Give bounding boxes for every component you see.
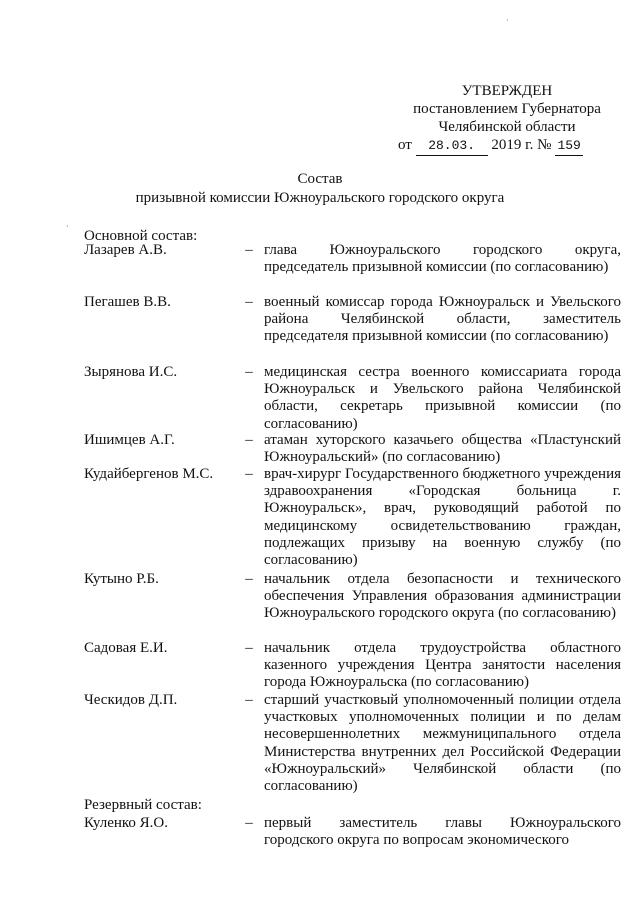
approval-date-line	[392, 136, 622, 156]
member-dash: –	[245, 242, 253, 258]
member-name: Лазарев А.В.	[84, 242, 167, 258]
title-line-1: Состав	[297, 171, 343, 187]
member-role: врач-хирург Государственного бюджетного учреждения здравоохранения «Городская больница г. Южноуральск», врач, руководящий работой по медицинскому освидетельствованию граждан, подлежащих призыву на военную службу (по согласованию)	[264, 466, 621, 569]
member-dash: –	[245, 432, 253, 448]
member-name: Пегашев В.В.	[84, 294, 171, 310]
approval-year: 2019 г. №	[491, 137, 552, 153]
member-role: начальник отдела безопасности и технического обеспечения Управления образования администрации Южноуральского городского округа (по согласованию)	[264, 571, 621, 622]
member-role: старший участковый уполномоченный полиции отдела участковых уполномоченных полиции и по делам несовершеннолетних межмуниципального отдела Министерства внутренних дел Российской Федерации «Южноуральский» Челябинской области (по согласованию)	[264, 692, 621, 795]
member-role: первый заместитель главы Южноуральского городского округа по вопросам экономического	[264, 815, 621, 849]
member-dash: –	[245, 640, 253, 656]
approval-line-2: Челябинской области	[438, 119, 576, 135]
scan-speck: ·	[506, 16, 509, 25]
approval-heading: УТВЕРЖДЕН	[461, 83, 553, 99]
member-name: Садовая Е.И.	[84, 640, 168, 656]
member-role: глава Южноуральского городского округа, председатель призывной комиссии (по согласованию)	[264, 242, 621, 276]
date-prefix: от	[398, 137, 412, 153]
main-section-label: Основной состав:	[84, 228, 198, 244]
approval-number: 159	[555, 137, 583, 156]
member-role: медицинская сестра военного комиссариата города Южноуральск и Увельского района Челябинской области, секретарь призывной комиссии (по согласованию)	[264, 364, 621, 432]
member-role: атаман хуторского казачьего общества «Пластунский Южноуральский» (по согласованию)	[264, 432, 621, 466]
member-name: Кудайбергенов М.С.	[84, 466, 214, 482]
member-dash: –	[245, 294, 253, 310]
member-dash: –	[245, 364, 253, 380]
member-name: Ишимцев А.Г.	[84, 432, 175, 448]
reserve-section-label: Резервный состав:	[84, 797, 202, 813]
member-dash: –	[245, 466, 253, 482]
approval-stamp	[392, 82, 622, 156]
member-dash: –	[245, 571, 253, 587]
member-name: Кутыно Р.Б.	[84, 571, 159, 587]
member-name: Ческидов Д.П.	[84, 692, 178, 708]
scan-speck: ·	[66, 222, 69, 231]
member-dash: –	[245, 815, 253, 831]
member-role: начальник отдела трудоустройства областного казенного учреждения Центра занятости населения города Южноуральска (по согласованию)	[264, 640, 621, 691]
approval-line-1: постановлением Губернатора	[413, 101, 601, 117]
member-name: Куленко Я.О.	[84, 815, 169, 831]
title-line-2: призывной комиссии Южноуральского городского округа	[135, 190, 505, 206]
member-role: военный комиссар города Южноуральск и Увельского района Челябинской области, заместитель председателя призывной комиссии (по согласованию)	[264, 294, 621, 345]
member-name: Зырянова И.С.	[84, 364, 178, 380]
member-dash: –	[245, 692, 253, 708]
approval-date: 28.03.	[416, 137, 488, 156]
document-title	[0, 170, 640, 208]
